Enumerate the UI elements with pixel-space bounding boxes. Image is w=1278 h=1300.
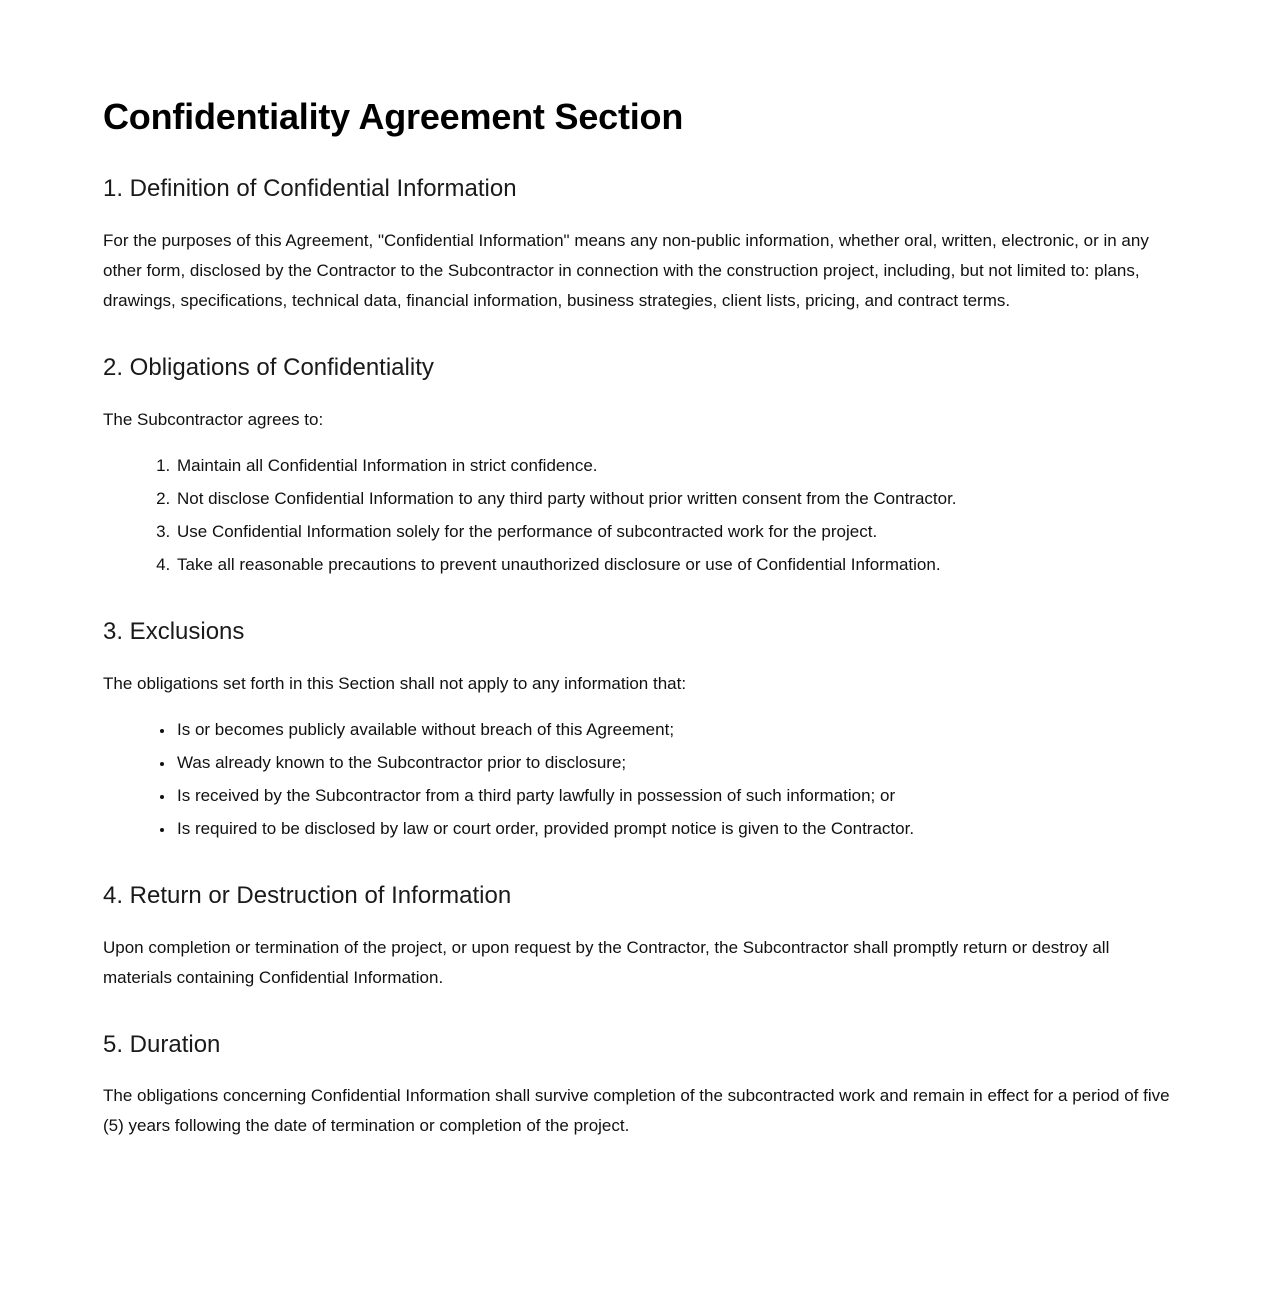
section-heading-definition: 1. Definition of Confidential Information [103,175,517,203]
list-item: • Is or becomes publicly available without breach of this Agreement; [175,715,1175,745]
section-paragraph: For the purposes of this Agreement, "Confidential Information" means any non-public information, whether oral, written, electronic, or in any other form, disclosed by the Contractor to the Subcontractor in connection with the construction project, including, but not limited to: plans, drawings, specifications, technical data, financial information, business strategies, client lists, pricing, and contract terms. [103,231,1149,311]
section-return-destruction [103,882,1175,993]
section-heading-exclusions: 3. Exclusions [103,617,245,645]
list-item: 3. Use Confidential Information solely for the performance of subcontracted work for the project. [175,517,1175,547]
page-title: Confidentiality Agreement Section [103,96,684,137]
exclusions-list [103,715,1175,844]
section-paragraph: The obligations concerning Confidential Information shall survive completion of the subcontracted work and remain in effect for a period of five (5) years following the date of termination or completion of the project. [103,1086,1170,1136]
section-paragraph: Upon completion or termination of the project, or upon request by the Contractor, the Subcontractor shall promptly return or destroy all materials containing Confidential Information. [103,937,1110,987]
list-item: 1. Maintain all Confidential Information in strict confidence. [175,451,1175,481]
section-heading-return-destruction: 4. Return or Destruction of Information [103,881,512,909]
section-heading-obligations: 2. Obligations of Confidentiality [103,354,434,382]
list-item: 2. Not disclose Confidential Information to any third party without prior written consent from the Contractor. [175,484,1175,514]
section-intro: The Subcontractor agrees to: [103,409,324,429]
list-item: • Was already known to the Subcontractor prior to disclosure; [175,748,1175,778]
document-body [103,96,1175,1141]
list-item: • Is required to be disclosed by law or court order, provided prompt notice is given to the Contractor. [175,814,1175,844]
section-heading-duration: 5. Duration [103,1030,221,1058]
list-item: • Is received by the Subcontractor from a third party lawfully in possession of such information; or [175,781,1175,811]
section-duration [103,1031,1175,1142]
list-item: 4. Take all reasonable precautions to prevent unauthorized disclosure or use of Confidential Information. [175,550,1175,580]
obligations-list [103,451,1175,580]
section-obligations [103,354,1175,580]
section-intro: The obligations set forth in this Section shall not apply to any information that: [103,673,687,693]
section-definition [103,175,1175,316]
section-exclusions [103,618,1175,844]
